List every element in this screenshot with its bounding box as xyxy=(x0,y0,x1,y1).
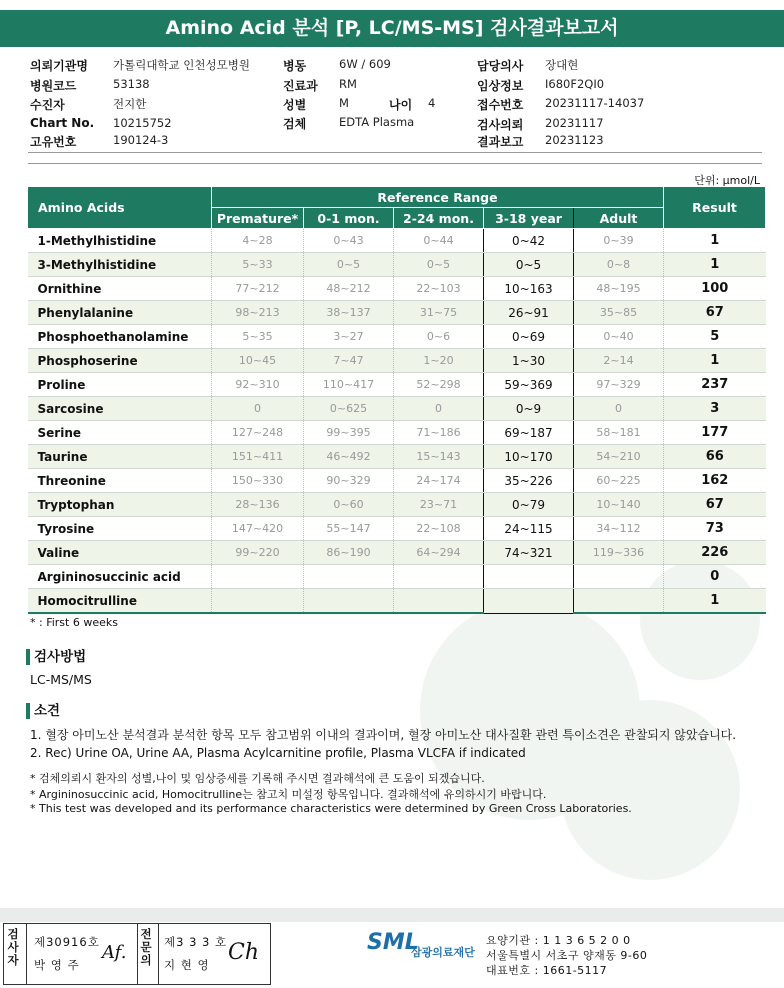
method-text: LC-MS/MS xyxy=(30,672,92,687)
range-0-1-mon: 0~625 xyxy=(304,397,394,421)
logo-name: 삼광의료재단 xyxy=(411,946,475,959)
result-value: 162 xyxy=(664,469,766,493)
range-adult: 0~39 xyxy=(574,229,664,253)
table-row xyxy=(28,541,766,565)
range-3-18-year: 1~30 xyxy=(484,349,574,373)
range-premature: 4~28 xyxy=(212,229,304,253)
footer-band xyxy=(0,908,784,922)
range-adult xyxy=(574,589,664,614)
info-label-age: 나이 xyxy=(389,98,413,112)
range-3-18-year xyxy=(484,565,574,589)
range-adult: 0 xyxy=(574,397,664,421)
range-2-24-mon: 22~108 xyxy=(394,517,484,541)
table-row xyxy=(28,253,766,277)
result-value: 3 xyxy=(664,397,766,421)
result-value: 177 xyxy=(664,421,766,445)
range-adult: 2~14 xyxy=(574,349,664,373)
amino-acid-name: Taurine xyxy=(28,445,212,469)
header-result: Result xyxy=(664,187,766,229)
range-2-24-mon: 0~6 xyxy=(394,325,484,349)
range-0-1-mon: 0~43 xyxy=(304,229,394,253)
info-label-chart-no: Chart No. xyxy=(30,116,95,130)
range-3-18-year: 0~9 xyxy=(484,397,574,421)
info-value-patient: 전지한 xyxy=(113,97,147,111)
verifier-signature: Ch xyxy=(228,940,260,965)
range-3-18-year: 26~91 xyxy=(484,301,574,325)
range-2-24-mon: 31~75 xyxy=(394,301,484,325)
amino-acid-name: Argininosuccinic acid xyxy=(28,565,212,589)
table-row xyxy=(28,349,766,373)
range-adult: 0~40 xyxy=(574,325,664,349)
range-premature: 98~213 xyxy=(212,301,304,325)
info-value-unique-no: 190124-3 xyxy=(113,133,169,147)
result-value: 1 xyxy=(664,349,766,373)
header-reference-range: Reference Range xyxy=(212,187,664,208)
amino-acid-name: Ornithine xyxy=(28,277,212,301)
examiner-license: 제30916호 xyxy=(34,935,100,949)
table-row xyxy=(28,301,766,325)
examiner-name: 박 영 주 xyxy=(34,958,80,972)
amino-acid-name: Tryptophan xyxy=(28,493,212,517)
table-row xyxy=(28,589,766,614)
info-value-hospital-code: 53138 xyxy=(113,77,150,91)
info-label-report-date: 결과보고 xyxy=(477,135,524,149)
amino-acid-name: Phosphoethanolamine xyxy=(28,325,212,349)
institution-code: 요양기관 : 1 1 3 6 5 2 0 0 xyxy=(486,934,631,947)
signature-divider xyxy=(137,924,138,984)
amino-acid-name: Serine xyxy=(28,421,212,445)
range-3-18-year: 10~163 xyxy=(484,277,574,301)
verifier-license: 제3 3 3 호 xyxy=(164,935,228,949)
range-adult: 97~329 xyxy=(574,373,664,397)
patient-info xyxy=(0,0,784,160)
institution-address: 서울특별시 서초구 양재동 9-60 xyxy=(486,949,648,962)
table-row xyxy=(28,565,766,589)
range-0-1-mon: 90~329 xyxy=(304,469,394,493)
info-label-hospital-code: 병원코드 xyxy=(30,79,77,93)
range-adult: 48~195 xyxy=(574,277,664,301)
range-2-24-mon: 1~20 xyxy=(394,349,484,373)
amino-acid-name: Proline xyxy=(28,373,212,397)
range-premature: 92~310 xyxy=(212,373,304,397)
amino-acid-name: 1-Methylhistidine xyxy=(28,229,212,253)
range-3-18-year: 0~79 xyxy=(484,493,574,517)
range-premature: 150~330 xyxy=(212,469,304,493)
info-label-specimen: 검체 xyxy=(283,117,307,131)
range-premature: 28~136 xyxy=(212,493,304,517)
method-heading: 검사방법 xyxy=(26,649,86,665)
note-1: * 검체의뢰시 환자의 성별,나이 및 임상증세를 기록해 주시면 결과해석에 큰 도움이 되겠습니다. xyxy=(30,772,485,785)
range-0-1-mon: 0~5 xyxy=(304,253,394,277)
info-value-report-date: 20231123 xyxy=(545,133,604,147)
result-value: 73 xyxy=(664,517,766,541)
examiner-label-text: 검사자 xyxy=(7,927,19,967)
range-3-18-year: 10~170 xyxy=(484,445,574,469)
info-value-institution: 가톨릭대학교 인천성모병원 xyxy=(113,58,250,72)
range-premature: 10~45 xyxy=(212,349,304,373)
range-0-1-mon: 110~417 xyxy=(304,373,394,397)
range-2-24-mon: 22~103 xyxy=(394,277,484,301)
range-adult: 10~140 xyxy=(574,493,664,517)
range-adult xyxy=(574,565,664,589)
report-title: Amino Acid 분석 [P, LC/MS-MS] 검사결과보고서 xyxy=(0,10,784,47)
signature-box xyxy=(3,923,271,985)
results-table xyxy=(27,186,766,614)
examiner-signature: Af. xyxy=(102,942,127,963)
amino-acid-name: 3-Methylhistidine xyxy=(28,253,212,277)
table-row xyxy=(28,421,766,445)
info-value-request-date: 20231117 xyxy=(545,116,604,130)
range-premature: 77~212 xyxy=(212,277,304,301)
range-2-24-mon: 52~298 xyxy=(394,373,484,397)
info-value-receipt-no: 20231117-14037 xyxy=(545,96,645,110)
result-value: 5 xyxy=(664,325,766,349)
info-label-institution: 의뢰기관명 xyxy=(30,59,88,73)
range-3-18-year: 0~42 xyxy=(484,229,574,253)
range-3-18-year: 35~226 xyxy=(484,469,574,493)
opinion-heading: 소견 xyxy=(26,703,60,719)
info-label-patient: 수진자 xyxy=(30,98,65,112)
info-label-unique-no: 고유번호 xyxy=(30,135,77,149)
info-value-sex: M xyxy=(339,96,349,110)
info-label-clinical-info: 임상정보 xyxy=(477,79,524,93)
note-3: * This test was developed and its performance characteristics were determined by Green Cross Laboratories. xyxy=(30,802,632,815)
range-0-1-mon xyxy=(304,589,394,614)
range-3-18-year: 69~187 xyxy=(484,421,574,445)
range-3-18-year: 74~321 xyxy=(484,541,574,565)
info-value-clinical-info: I680F2QI0 xyxy=(545,77,605,91)
amino-acid-name: Homocitrulline xyxy=(28,589,212,614)
result-value: 1 xyxy=(664,589,766,614)
range-premature: 5~35 xyxy=(212,325,304,349)
unit-label: 단위: μmol/L xyxy=(694,174,760,187)
range-0-1-mon: 48~212 xyxy=(304,277,394,301)
table-footnote: * : First 6 weeks xyxy=(30,616,118,629)
examiner-label xyxy=(7,928,21,967)
table-row xyxy=(28,277,766,301)
info-value-age: 4 xyxy=(428,96,436,110)
range-premature xyxy=(212,589,304,614)
amino-acid-name: Valine xyxy=(28,541,212,565)
range-premature xyxy=(212,565,304,589)
range-0-1-mon: 38~137 xyxy=(304,301,394,325)
range-0-1-mon: 7~47 xyxy=(304,349,394,373)
info-label-sex: 성별 xyxy=(283,98,307,112)
range-premature: 99~220 xyxy=(212,541,304,565)
table-row xyxy=(28,517,766,541)
range-3-18-year: 0~5 xyxy=(484,253,574,277)
range-adult: 54~210 xyxy=(574,445,664,469)
institution-phone: 대표번호 : 1661-5117 xyxy=(486,964,608,977)
opinion-line-1: 1. 혈장 아미노산 분석결과 분석한 항목 모두 참고범위 이내의 결과이며, 혈장 아미노산 대사질환 관련 특이소견은 관찰되지 않았습니다. xyxy=(30,728,737,742)
result-value: 100 xyxy=(664,277,766,301)
signature-divider xyxy=(158,924,159,984)
result-value: 226 xyxy=(664,541,766,565)
amino-acid-name: Phosphoserine xyxy=(28,349,212,373)
table-row xyxy=(28,397,766,421)
table-row xyxy=(28,469,766,493)
range-premature: 0 xyxy=(212,397,304,421)
range-2-24-mon: 64~294 xyxy=(394,541,484,565)
range-premature: 5~33 xyxy=(212,253,304,277)
info-value-specimen: EDTA Plasma xyxy=(339,115,415,129)
amino-acid-name: Sarcosine xyxy=(28,397,212,421)
range-adult: 35~85 xyxy=(574,301,664,325)
logo-mark: SML xyxy=(367,930,419,955)
header-amino-acids: Amino Acids xyxy=(28,187,212,229)
range-2-24-mon: 24~174 xyxy=(394,469,484,493)
table-row xyxy=(28,325,766,349)
range-3-18-year: 59~369 xyxy=(484,373,574,397)
range-2-24-mon: 0 xyxy=(394,397,484,421)
table-row xyxy=(28,373,766,397)
info-value-chart-no: 10215752 xyxy=(113,116,172,130)
info-label-ward: 병동 xyxy=(283,59,307,73)
signature-divider xyxy=(26,924,27,984)
range-adult: 119~336 xyxy=(574,541,664,565)
range-2-24-mon xyxy=(394,565,484,589)
info-divider xyxy=(28,152,762,153)
table-row xyxy=(28,229,766,253)
info-label-request-date: 검사의뢰 xyxy=(477,118,524,132)
range-0-1-mon xyxy=(304,565,394,589)
result-value: 67 xyxy=(664,301,766,325)
table-row xyxy=(28,493,766,517)
result-value: 1 xyxy=(664,253,766,277)
info-value-doctor: 장대현 xyxy=(545,58,579,72)
result-value: 237 xyxy=(664,373,766,397)
result-value: 66 xyxy=(664,445,766,469)
range-premature: 127~248 xyxy=(212,421,304,445)
header-3-18-year: 3-18 year xyxy=(484,208,574,229)
header-premature: Premature* xyxy=(212,208,304,229)
range-premature: 147~420 xyxy=(212,517,304,541)
amino-acid-name: Phenylalanine xyxy=(28,301,212,325)
info-value-ward: 6W / 609 xyxy=(339,57,391,71)
range-2-24-mon xyxy=(394,589,484,614)
amino-acid-name: Tyrosine xyxy=(28,517,212,541)
range-adult: 0~8 xyxy=(574,253,664,277)
range-adult: 60~225 xyxy=(574,469,664,493)
opinion-line-2: 2. Rec) Urine OA, Urine AA, Plasma Acylcarnitine profile, Plasma VLCFA if indicated xyxy=(30,746,526,760)
header-0-1-mon: 0-1 mon. xyxy=(304,208,394,229)
info-label-department: 진료과 xyxy=(283,79,318,93)
range-3-18-year: 24~115 xyxy=(484,517,574,541)
range-premature: 151~411 xyxy=(212,445,304,469)
range-3-18-year: 0~69 xyxy=(484,325,574,349)
header-adult: Adult xyxy=(574,208,664,229)
info-label-receipt-no: 접수번호 xyxy=(477,98,524,112)
info-value-department: RM xyxy=(339,77,357,91)
result-value: 67 xyxy=(664,493,766,517)
range-2-24-mon: 0~44 xyxy=(394,229,484,253)
verifier-label-text: 전문의 xyxy=(140,927,152,967)
range-0-1-mon: 55~147 xyxy=(304,517,394,541)
range-2-24-mon: 71~186 xyxy=(394,421,484,445)
range-0-1-mon: 86~190 xyxy=(304,541,394,565)
result-value: 1 xyxy=(664,229,766,253)
range-3-18-year xyxy=(484,589,574,614)
range-2-24-mon: 15~143 xyxy=(394,445,484,469)
header-2-24-mon: 2-24 mon. xyxy=(394,208,484,229)
range-0-1-mon: 46~492 xyxy=(304,445,394,469)
info-divider xyxy=(28,163,762,164)
verifier-name: 지 현 영 xyxy=(164,958,210,972)
range-0-1-mon: 3~27 xyxy=(304,325,394,349)
result-value: 0 xyxy=(664,565,766,589)
range-0-1-mon: 99~395 xyxy=(304,421,394,445)
amino-acid-name: Threonine xyxy=(28,469,212,493)
note-2: * Argininosuccinic acid, Homocitrulline는 참고치 미설정 항목입니다. 결과해석에 유의하시기 바랍니다. xyxy=(30,788,547,801)
range-adult: 58~181 xyxy=(574,421,664,445)
table-row xyxy=(28,445,766,469)
verifier-label xyxy=(140,928,154,967)
range-2-24-mon: 23~71 xyxy=(394,493,484,517)
range-0-1-mon: 0~60 xyxy=(304,493,394,517)
range-adult: 34~112 xyxy=(574,517,664,541)
range-2-24-mon: 0~5 xyxy=(394,253,484,277)
info-label-doctor: 담당의사 xyxy=(477,59,524,73)
